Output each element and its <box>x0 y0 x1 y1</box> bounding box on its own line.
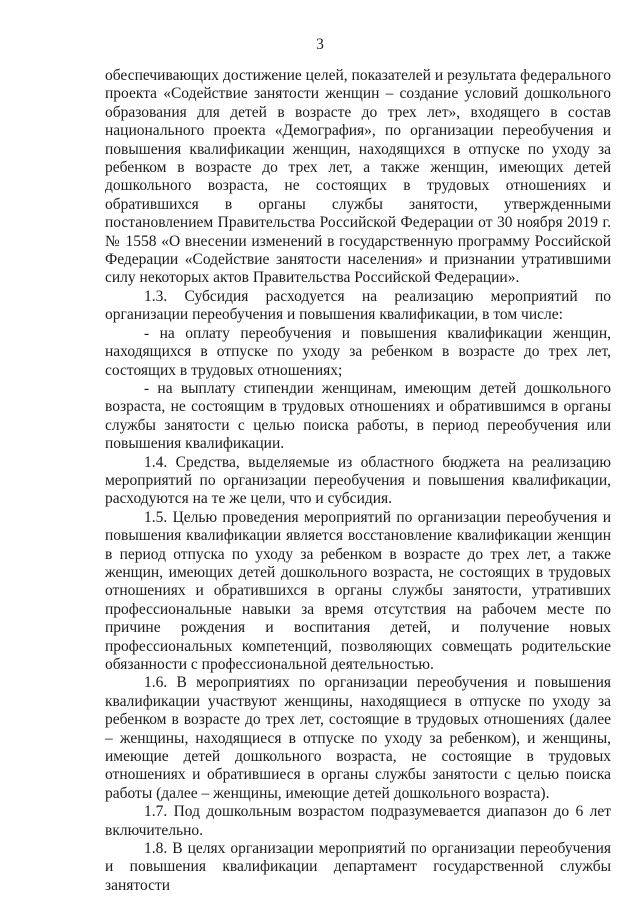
paragraph-1-7: 1.7. Под дошкольным возрастом подразумевается диапазон до 6 лет включительно. <box>105 803 611 839</box>
paragraph-1-3-item-2: - на выплату стипендии женщинам, имеющим детей дошкольного возраста, не состоящим в трудовых отношениях и обратившимся в органы службы занятости с целью поиска работы, в период переобучения или повышения квалификации. <box>105 379 611 453</box>
paragraph-1-3-item-1: - на оплату переобучения и повышения квалификации женщин, находящихся в отпуске по уходу за ребенком в возрасте до трех лет, состоящих в трудовых отношениях; <box>105 324 611 379</box>
paragraph-1-5: 1.5. Целью проведения мероприятий по организации переобучения и повышения квалификации является восстановление квалификации женщин в период отпуска по уходу за ребенком в возрасте до трех лет, а также женщин, имеющих детей дошкольного возраста, не состоящих в трудовых отношениях и обратившихся в органы службы занятости, утративших профессиональные навыки за время отсутствия на рабочем месте по причине рождения и воспитания детей, и получение новых профессиональных компетенций, позволяющих совмещать родительские обязанности с профессиональной деятельностью. <box>105 508 611 673</box>
document-body <box>105 67 611 895</box>
paragraph-1-3: 1.3. Субсидия расходуется на реализацию мероприятий по организации переобучения и повышения квалификации, в том числе: <box>105 287 611 324</box>
paragraph-continuation: обеспечивающих достижение целей, показателей и результата федерального проекта «Содействие занятости женщин – создание условий дошкольного образования для детей в возрасте до трех лет», входящего в состав национального проекта «Демография», по организации переобучения и повышения квалификации женщин, находящихся в отпуске по уходу за ребенком в возрасте до трех лет, а также женщин, имеющих детей дошкольного возраста, не состоящих в трудовых отношениях и обратившихся в органы службы занятости, утвержденными постановлением Правительства Российской Федерации от 30 ноября 2019 г. № 1558 «О внесении изменений в государственную программу Российской Федерации «Содействие занятости населения» и признании утратившими силу некоторых актов Правительства Российской Федерации». <box>105 67 611 287</box>
paragraph-1-4: 1.4. Средства, выделяемые из областного бюджета на реализацию мероприятий по организации переобучения и повышения квалификации, расходуются на те же цели, что и субсидия. <box>105 453 611 508</box>
paragraph-1-6: 1.6. В мероприятиях по организации переобучения и повышения квалификации участвуют женщины, находящиеся в отпуске по уходу за ребенком в возрасте до трех лет, состоящие в трудовых отношениях (далее – женщины, находящиеся в отпуске по уходу за ребенком), и женщины, имеющие детей дошкольного возраста, не состоящие в трудовых отношениях и обратившиеся в органы службы занятости с целью поиска работы (далее – женщины, имеющие детей дошкольного возраста). <box>105 674 611 802</box>
paragraph-1-8: 1.8. В целях организации мероприятий по организации переобучения и повышения квалификации департамент государственной службы занятости <box>105 840 611 894</box>
page-number: 3 <box>316 36 324 53</box>
